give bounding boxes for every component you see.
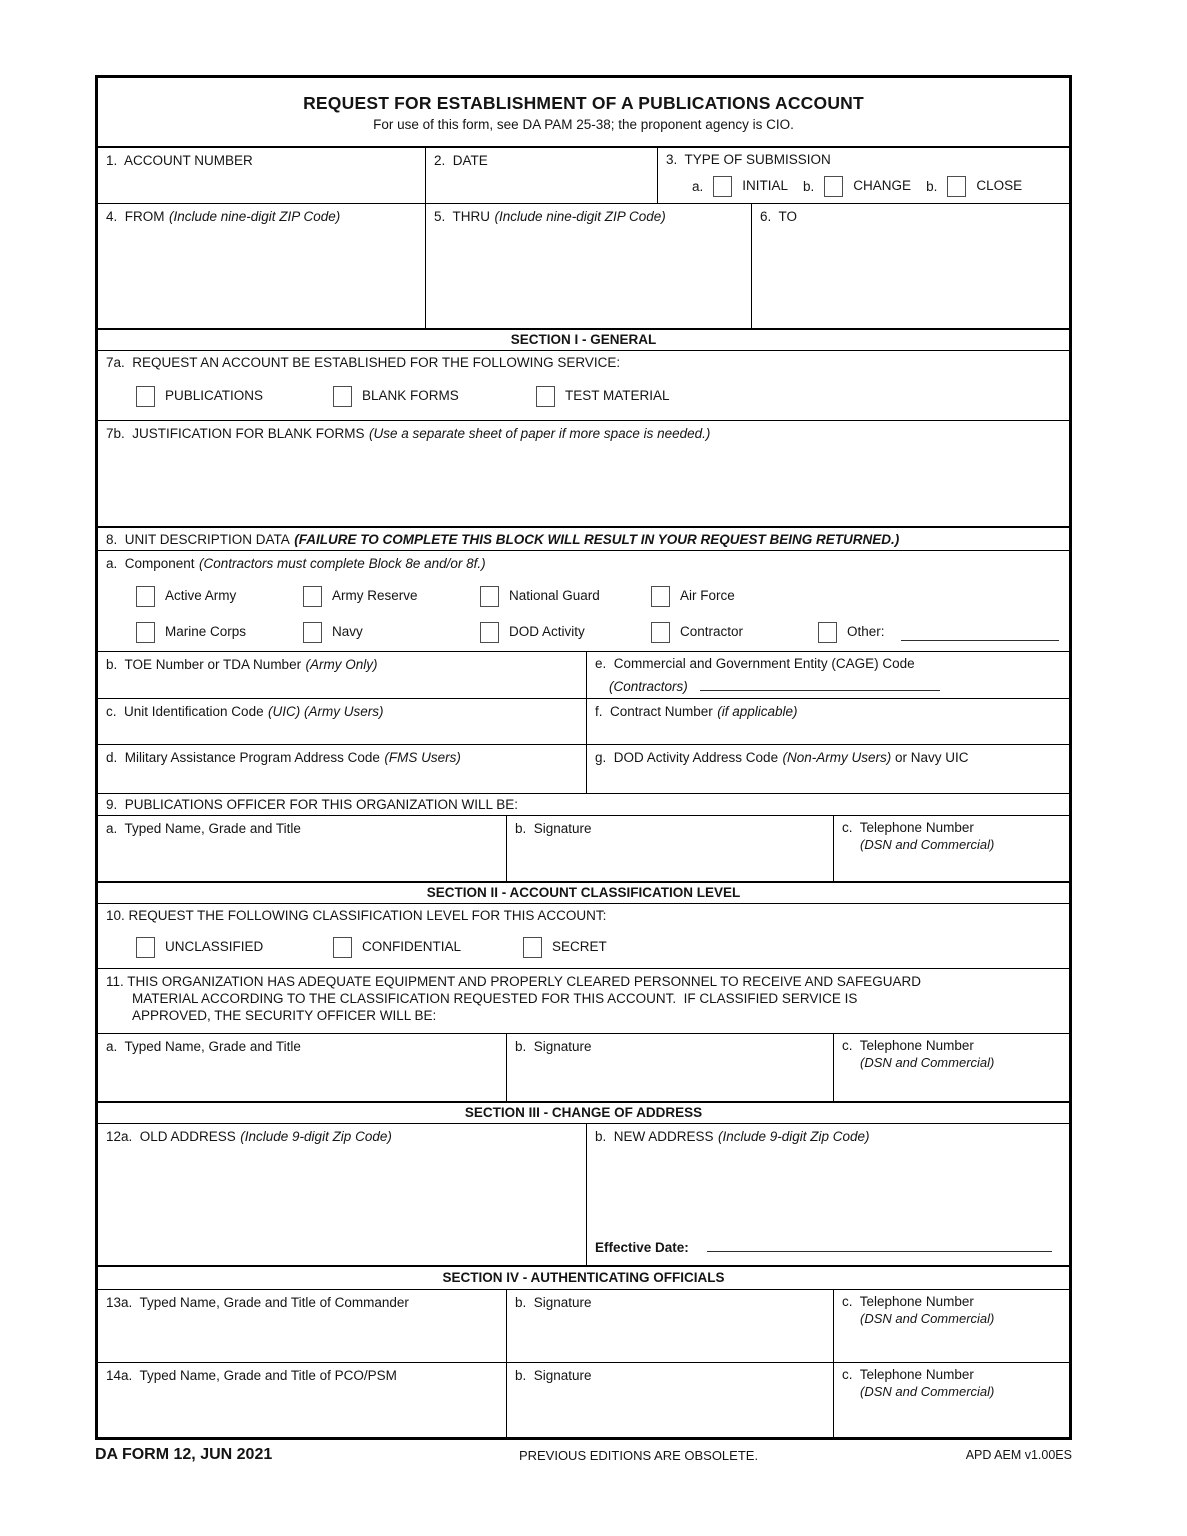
checkbox-publications[interactable] (136, 386, 155, 407)
checkbox-active-army[interactable] (136, 586, 155, 607)
effective-date-row (595, 1236, 1061, 1257)
option-secret (523, 937, 607, 958)
option-change-prefix: b. (803, 179, 815, 194)
effective-date-label: Effective Date: (595, 1240, 689, 1255)
service-options (136, 386, 1061, 407)
option-army-reserve (303, 586, 480, 607)
footer-version: APD AEM v1.00ES (965, 1448, 1072, 1462)
option-contractor (651, 622, 818, 643)
field-14-signature[interactable] (506, 1363, 833, 1437)
option-navy (303, 622, 480, 643)
field-13-signature[interactable] (506, 1290, 833, 1362)
block-14c-label: c. Telephone Number (842, 1367, 974, 1382)
block-13a-label: 13a. Typed Name, Grade and Title of Commander (106, 1295, 409, 1310)
block-11-line1: 11. THIS ORGANIZATION HAS ADEQUATE EQUIPMENT AND PROPERLY CLEARED PERSONNEL TO RECEIVE AND SAFEGUARD (106, 974, 921, 989)
field-component (98, 551, 1069, 651)
block-8e-note: (Contractors) (609, 678, 688, 694)
option-confidential-label: CONFIDENTIAL (362, 938, 462, 954)
block-13c-note: (DSN and Commercial) (860, 1310, 995, 1326)
block-11-statement (98, 969, 1069, 1033)
classification-options (136, 937, 1061, 958)
field-13-phone[interactable] (833, 1290, 1069, 1362)
checkbox-other[interactable] (818, 622, 837, 643)
block-14c-note: (DSN and Commercial) (860, 1383, 995, 1399)
block-12 (98, 1123, 1069, 1265)
field-9-name[interactable] (98, 816, 506, 881)
block-9-header-cell (98, 794, 1069, 815)
block-8-warning: (FAILURE TO COMPLETE THIS BLOCK WILL RESULT IN YOUR REQUEST BEING RETURNED.) (294, 532, 900, 547)
footer-obsolete-note: PREVIOUS EDITIONS ARE OBSOLETE. (518, 1448, 759, 1463)
field-13-name[interactable] (98, 1290, 506, 1362)
block-8b-label: b. TOE Number or TDA Number (106, 657, 302, 672)
option-air-force (651, 586, 735, 607)
field-from[interactable] (98, 204, 425, 328)
checkbox-army-reserve[interactable] (303, 586, 322, 607)
checkbox-unclassified[interactable] (136, 937, 155, 958)
row-8b-8e (98, 651, 1069, 698)
option-active-army-label: Active Army (165, 588, 237, 604)
block-12b-label: b. NEW ADDRESS (595, 1129, 714, 1144)
field-11-phone[interactable] (833, 1034, 1069, 1101)
checkbox-contractor[interactable] (651, 622, 670, 643)
option-contractor-label: Contractor (680, 624, 744, 640)
block-8-header-cell (98, 528, 1069, 550)
option-other (818, 622, 1059, 643)
block-9a-label: a. Typed Name, Grade and Title (106, 821, 301, 836)
option-active-army (136, 586, 303, 607)
cage-fill-line[interactable] (700, 675, 940, 691)
option-navy-label: Navy (332, 624, 363, 640)
field-9-phone[interactable] (833, 816, 1069, 881)
from-label: 4. FROM (106, 209, 165, 224)
field-new-address[interactable] (586, 1124, 1069, 1265)
option-national-guard (480, 586, 651, 607)
component-options-row1 (136, 586, 1061, 607)
block-8-header (98, 526, 1069, 550)
thru-label: 5. THRU (434, 209, 491, 224)
section-1-title: SECTION I - GENERAL (510, 331, 657, 347)
block-11-line3: APPROVED, THE SECURITY OFFICER WILL BE: (132, 1007, 437, 1023)
field-cage-code[interactable] (586, 652, 1069, 698)
block-7b-note: (Use a separate sheet of paper if more space is needed.) (368, 426, 711, 441)
field-old-address[interactable] (98, 1124, 586, 1265)
option-change (803, 176, 911, 197)
type-of-submission-label: 3. TYPE OF SUBMISSION (666, 152, 831, 167)
block-11 (98, 968, 1069, 1033)
section-header-2 (98, 881, 1069, 903)
section-header-1 (98, 328, 1069, 350)
account-number-label: 1. ACCOUNT NUMBER (106, 153, 253, 168)
block-8-label: 8. UNIT DESCRIPTION DATA (106, 532, 290, 547)
field-7a-service (98, 351, 1069, 420)
field-date[interactable] (425, 148, 657, 203)
field-11-name[interactable] (98, 1034, 506, 1101)
field-14-phone[interactable] (833, 1363, 1069, 1437)
row-8c-8f (98, 698, 1069, 744)
thru-note: (Include nine-digit ZIP Code) (494, 209, 666, 224)
checkbox-secret[interactable] (523, 937, 542, 958)
block-9-label: 9. PUBLICATIONS OFFICER FOR THIS ORGANIZATION WILL BE: (106, 797, 519, 812)
option-air-force-label: Air Force (680, 588, 735, 604)
field-classification (98, 904, 1069, 968)
option-initial-prefix: a. (692, 179, 704, 194)
field-to[interactable] (751, 204, 1069, 328)
option-marine-corps-label: Marine Corps (165, 624, 247, 640)
option-test-material-label: TEST MATERIAL (565, 387, 670, 403)
field-14-name[interactable] (98, 1363, 506, 1437)
option-other-label: Other: (847, 624, 885, 640)
field-dod-aac[interactable] (586, 745, 1069, 793)
checkbox-initial[interactable] (713, 176, 732, 197)
row-1 (98, 146, 1069, 203)
other-fill-line[interactable] (901, 625, 1059, 641)
block-11b-label: b. Signature (515, 1039, 592, 1054)
form-subtitle: For use of this form, see DA PAM 25-38; the proponent agency is CIO. (373, 116, 794, 132)
checkbox-close[interactable] (947, 176, 966, 197)
block-11a-label: a. Typed Name, Grade and Title (106, 1039, 301, 1054)
section-2-title: SECTION II - ACCOUNT CLASSIFICATION LEVEL (426, 884, 741, 900)
block-8a-label: a. Component (106, 556, 195, 571)
option-confidential (333, 937, 523, 958)
field-uic[interactable] (98, 699, 586, 744)
block-11c-note: (DSN and Commercial) (860, 1054, 995, 1070)
form-footer (95, 1446, 1072, 1464)
option-national-guard-label: National Guard (509, 588, 600, 604)
block-8b-note: (Army Only) (305, 657, 378, 672)
block-8c-note: (UIC) (Army Users) (268, 704, 384, 719)
section-header-3 (98, 1101, 1069, 1123)
da-form-12 (95, 75, 1072, 1440)
option-army-reserve-label: Army Reserve (332, 588, 418, 604)
block-11-line2: MATERIAL ACCORDING TO THE CLASSIFICATION REQUESTED FOR THIS ACCOUNT. IF CLASSIFIED SERVICE IS (132, 990, 858, 1006)
checkbox-air-force[interactable] (651, 586, 670, 607)
block-7a-label: 7a. REQUEST AN ACCOUNT BE ESTABLISHED FOR THE FOLLOWING SERVICE: (106, 355, 621, 370)
option-test-material (536, 386, 670, 407)
section-3-title: SECTION III - CHANGE OF ADDRESS (464, 1104, 703, 1120)
field-account-number[interactable] (98, 148, 425, 203)
section-header-4 (98, 1265, 1069, 1289)
component-options-row2 (136, 622, 1061, 643)
option-unclassified-label: UNCLASSIFIED (165, 938, 264, 954)
row-9 (98, 815, 1069, 881)
block-14b-label: b. Signature (515, 1368, 592, 1383)
checkbox-navy[interactable] (303, 622, 322, 643)
block-10 (98, 903, 1069, 968)
checkbox-blank-forms[interactable] (333, 386, 352, 407)
option-unclassified (136, 937, 333, 958)
option-publications-label: PUBLICATIONS (165, 387, 264, 403)
option-initial (692, 176, 788, 197)
block-7b-label: 7b. JUSTIFICATION FOR BLANK FORMS (106, 426, 365, 441)
block-9-header (98, 793, 1069, 815)
block-12b-note: (Include 9-digit Zip Code) (717, 1129, 870, 1144)
checkbox-marine-corps[interactable] (136, 622, 155, 643)
row-14 (98, 1362, 1069, 1437)
option-blank-forms (333, 386, 536, 407)
block-7a (98, 350, 1069, 420)
block-11c-label: c. Telephone Number (842, 1038, 974, 1053)
row-8d-8g (98, 744, 1069, 793)
effective-date-fill-line[interactable] (707, 1236, 1052, 1252)
row-11 (98, 1033, 1069, 1101)
checkbox-test-material[interactable] (536, 386, 555, 407)
option-blank-forms-label: BLANK FORMS (362, 387, 459, 403)
field-contract-number[interactable] (586, 699, 1069, 744)
block-13c-label: c. Telephone Number (842, 1294, 974, 1309)
block-8a (98, 550, 1069, 651)
block-8f-label: f. Contract Number (595, 704, 713, 719)
option-secret-label: SECRET (552, 938, 607, 954)
block-8g-label: g. DOD Activity Address Code (595, 750, 779, 765)
block-14a-label: 14a. Typed Name, Grade and Title of PCO/PSM (106, 1368, 397, 1383)
row-13 (98, 1289, 1069, 1362)
form-title: REQUEST FOR ESTABLISHMENT OF A PUBLICATIONS ACCOUNT (303, 92, 864, 113)
option-initial-label: INITIAL (742, 178, 789, 194)
field-toe-number[interactable] (98, 652, 586, 698)
block-9b-label: b. Signature (515, 821, 592, 836)
field-9-signature[interactable] (506, 816, 833, 881)
section-4-title: SECTION IV - AUTHENTICATING OFFICIALS (442, 1269, 725, 1285)
row-2 (98, 203, 1069, 328)
block-9c-note: (DSN and Commercial) (860, 836, 995, 852)
block-8g-note: (Non-Army Users) (782, 750, 892, 765)
block-12a-label: 12a. OLD ADDRESS (106, 1129, 236, 1144)
block-9c-label: c. Telephone Number (842, 820, 974, 835)
submission-options (692, 176, 1061, 197)
block-12a-note: (Include 9-digit Zip Code) (240, 1129, 392, 1144)
block-8d-label: d. Military Assistance Program Address Code (106, 750, 380, 765)
field-justification[interactable] (98, 421, 1069, 526)
option-dod-activity-label: DOD Activity (509, 624, 585, 640)
date-label: 2. DATE (434, 153, 488, 168)
block-8c-label: c. Unit Identification Code (106, 704, 264, 719)
option-marine-corps (136, 622, 303, 643)
field-thru[interactable] (425, 204, 751, 328)
checkbox-dod-activity[interactable] (480, 622, 499, 643)
option-dod-activity (480, 622, 651, 643)
checkbox-change[interactable] (824, 176, 843, 197)
block-8g-suffix: or Navy UIC (891, 750, 969, 765)
option-close-label: CLOSE (976, 178, 1023, 194)
footer-form-id: DA FORM 12, JUN 2021 (95, 1446, 273, 1463)
field-type-of-submission (657, 148, 1069, 203)
from-note: (Include nine-digit ZIP Code) (168, 209, 341, 224)
option-close (926, 176, 1022, 197)
block-8d-note: (FMS Users) (384, 750, 461, 765)
option-close-prefix: b. (926, 179, 938, 194)
option-change-label: CHANGE (853, 178, 912, 194)
block-8f-note: (if applicable) (717, 704, 798, 719)
to-label: 6. TO (760, 209, 798, 224)
form-header (98, 78, 1069, 146)
checkbox-confidential[interactable] (333, 937, 352, 958)
block-7b (98, 420, 1069, 526)
checkbox-national-guard[interactable] (480, 586, 499, 607)
field-11-signature[interactable] (506, 1034, 833, 1101)
option-publications (136, 386, 333, 407)
block-10-label: 10. REQUEST THE FOLLOWING CLASSIFICATION LEVEL FOR THIS ACCOUNT: (106, 908, 607, 923)
block-8a-note: (Contractors must complete Block 8e and/or 8f.) (199, 556, 486, 571)
field-map-address-code[interactable] (98, 745, 586, 793)
block-13b-label: b. Signature (515, 1295, 592, 1310)
block-8e-label: e. Commercial and Government Entity (CAGE) Code (595, 656, 915, 671)
